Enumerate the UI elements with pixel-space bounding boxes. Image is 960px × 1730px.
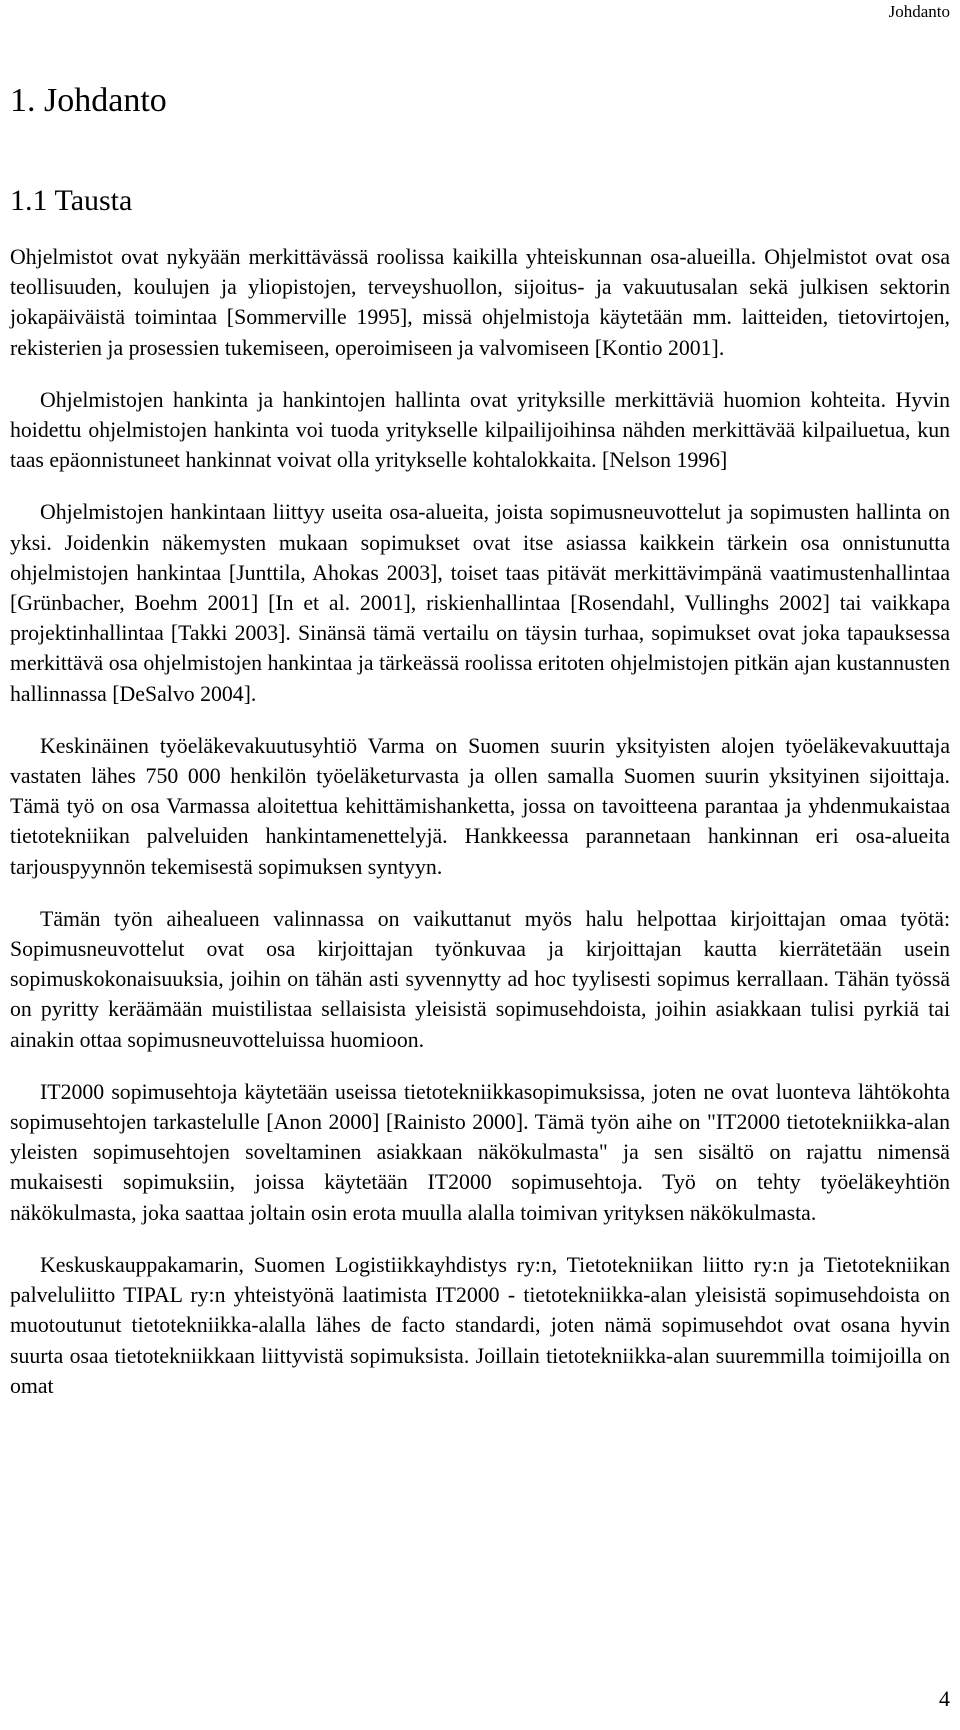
- paragraph: Ohjelmistot ovat nykyään merkittävässä roolissa kaikilla yhteiskunnan osa-alueilla. Ohjelmistot ovat osa teollisuuden, koulujen ja yliopistojen, terveyshuollon, sijoitus- ja vakuutusalan sekä julkisen sektorin jokapäiväistä toimintaa [Sommerville 1995], missä ohjelmistoja käytetään mm. laitteiden, tietovirtojen, rekisterien ja prosessien tukemiseen, operoimiseen ja valvomiseen [Kontio 2001].: [10, 245, 950, 360]
- paragraph: Keskinäinen työeläkevakuutusyhtiö Varma on Suomen suurin yksityisten alojen työeläkevakuuttaja vastaten lähes 750 000 henkilön työeläketurvasta ja ollen samalla Suomen suurin yksityinen sijoittaja. Tämä työ on osa Varmassa aloitettua kehittämishanketta, jossa on tavoitteena parantaa ja yhdenmukaistaa tietotekniikan palveluiden hankintamenettelyjä. Hankkeessa parannetaan hankinnan eri osa-alueita tarjouspyynnön tekemisestä sopimuksen syntyyn.: [10, 733, 950, 879]
- running-header: Johdanto: [888, 2, 950, 21]
- section-body: [10, 242, 950, 1401]
- chapter-heading: 1. Johdanto: [10, 82, 167, 119]
- paragraph: Ohjelmistojen hankintaan liittyy useita osa-alueita, joista sopimusneuvottelut ja sopimusten hallinta on yksi. Joidenkin näkemysten mukaan sopimukset ovat itse asiassa kaikkein tärkein osa onnistunutta ohjelmistojen hankintaa [Junttila, Ahokas 2003], toiset taas pitävät merkittävimpänä vaatimustenhallintaa [Grünbacher, Boehm 2001] [In et al. 2001], riskienhallintaa [Rosendahl, Vullinghs 2002] tai vaikkapa projektinhallintaa [Takki 2003]. Sinänsä tämä vertailu on täysin turhaa, sopimukset ovat joka tapauksessa merkittävä osa ohjelmistojen hankintaa ja tärkeässä roolissa eritoten ohjelmistojen pitkän ajan kustannusten hallinnassa [DeSalvo 2004].: [10, 500, 950, 706]
- paragraph: Ohjelmistojen hankinta ja hankintojen hallinta ovat yrityksille merkittäviä huomion kohteita. Hyvin hoidettu ohjelmistojen hankinta voi tuoda yritykselle kilpailijoihinsa nähden merkittävää kilpailuetua, kun taas epäonnistuneet hankinnat voivat olla yritykselle kohtalokkaita. [Nelson 1996]: [10, 387, 950, 473]
- paragraph: Keskuskauppakamarin, Suomen Logistiikkayhdistys ry:n, Tietotekniikan liitto ry:n ja Tietotekniikan palveluliitto TIPAL ry:n yhteistyönä laatimista IT2000 - tietotekniikka-alan yleisistä sopimusehdoista on muotoutunut tietotekniikka-alalla lähes de facto standardi, joten nämä sopimusehdot ovat osana hyvin suurta osaa tietotekniikkaan liittyvistä sopimuksista. Joillain tietotekniikka-alan suuremmilla toimijoilla on omat: [10, 1252, 950, 1398]
- page-number: 4: [939, 1686, 950, 1711]
- paragraph: Tämän työn aihealueen valinnassa on vaikuttanut myös halu helpottaa kirjoittajan omaa työtä: Sopimusneuvottelut ovat osa kirjoittajan työnkuvaa ja kirjoittajan kautta kierrätetään usein sopimuskokonaisuuksia, joihin on tähän asti syvennytty ad hoc tyylisesti sopimus kerrallaan. Tähän työssä on pyritty keräämään muistilistaa sellaisista yleisistä sopimusehdoista, joihin asiakkaan tulisi pyrkiä tai ainakin ottaa sopimusneuvotteluissa huomioon.: [10, 906, 950, 1052]
- paragraph: IT2000 sopimusehtoja käytetään useissa tietotekniikkasopimuksissa, joten ne ovat luonteva lähtökohta sopimusehtojen tarkastelulle [Anon 2000] [Rainisto 2000]. Tämä työn aihe on "IT2000 tietotekniikka-alan yleisten sopimusehtojen soveltaminen asiakkaan näkökulmasta" ja sen sisältö on rajattu nimensä mukaisesti sopimuksiin, joissa käytetään IT2000 sopimusehtoja. Työ on tehty työeläkeyhtiön näkökulmasta, joka saattaa joltain osin erota muulla alalla toimivan yrityksen näkökulmasta.: [10, 1079, 950, 1225]
- page-body: [10, 76, 950, 1423]
- section-heading: 1.1 Tausta: [10, 184, 133, 217]
